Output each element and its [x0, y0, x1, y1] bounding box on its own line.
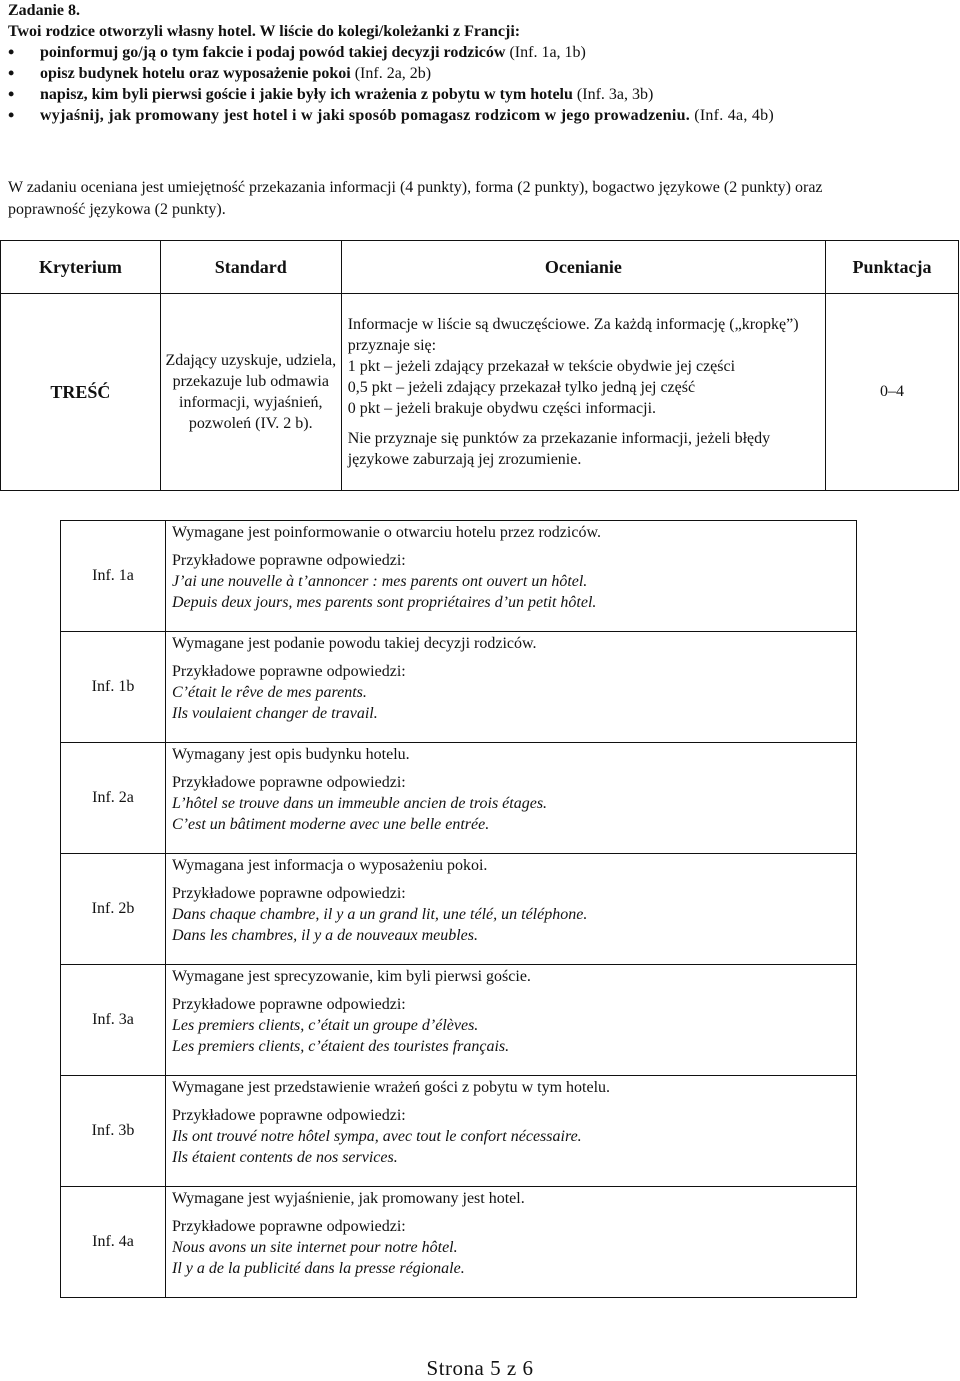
criteria-header-row — [1, 241, 959, 294]
info-row — [61, 854, 857, 965]
info-label: Inf. 1a — [61, 521, 166, 632]
examples-label: Przykładowe poprawne odpowiedzi: — [172, 552, 406, 569]
task-bullet: • wyjaśnij, jak promowany jest hotel i w jaki sposób pomagasz rodzicom w jego prowadzeniu. (Inf. 4a, 4b) — [8, 105, 774, 125]
task-header — [8, 0, 520, 42]
example-answer: Les premiers clients, c’était un groupe d’élèves. — [172, 1017, 479, 1034]
criterion-name: TREŚĆ — [1, 294, 161, 491]
example-answer: Dans les chambres, il y a de nouveaux meubles. — [172, 927, 478, 944]
header-punktacja: Punktacja — [826, 241, 959, 294]
scoring-note: Nie przyznaje się punktów za przekazanie informacji, jeżeli błędy językowe zaburzają jej zrozumienie. — [347, 430, 771, 468]
criterion-standard: Zdający uzyskuje, udziela, przekazuje lub odmawia informacji, wyjaśnień, pozwoleń (IV. 2 b). — [160, 294, 341, 491]
examples-label: Przykładowe poprawne odpowiedzi: — [172, 1218, 406, 1235]
info-table — [60, 520, 857, 1298]
criteria-row — [1, 294, 959, 491]
info-requirement: Wymagane jest przedstawienie wrażeń gości z pobytu w tym hotelu. — [172, 1079, 611, 1096]
info-content — [166, 1076, 857, 1187]
task-bullet: • opisz budynek hotelu oraz wyposażenie pokoi (Inf. 2a, 2b) — [8, 63, 432, 83]
info-label: Inf. 3a — [61, 965, 166, 1076]
info-row — [61, 1076, 857, 1187]
examples-label: Przykładowe poprawne odpowiedzi: — [172, 1107, 406, 1124]
info-label: Inf. 3b — [61, 1076, 166, 1187]
info-content — [166, 632, 857, 743]
bullet-icon: • — [8, 42, 15, 62]
header-kryterium: Kryterium — [1, 241, 161, 294]
info-requirement: Wymagane jest poinformowanie o otwarciu hotelu przez rodziców. — [172, 524, 601, 541]
task-bullet: • poinformuj go/ją o tym fakcie i podaj powód takiej decyzji rodziców (Inf. 1a, 1b) — [8, 42, 586, 62]
info-label: Inf. 4a — [61, 1187, 166, 1298]
example-answer: Les premiers clients, c’étaient des touristes français. — [172, 1038, 510, 1055]
example-answer: Ils ont trouvé notre hôtel sympa, avec tout le confort nécessaire. — [172, 1128, 582, 1145]
header-ocenianie: Ocenianie — [341, 241, 825, 294]
criterion-points: 0–4 — [826, 294, 959, 491]
task-intro: Twoi rodzice otworzyli własny hotel. W liście do kolegi/koleżanki z Francji: — [8, 23, 521, 40]
info-row — [61, 1187, 857, 1298]
page-number: Strona 5 z 6 — [426, 1356, 534, 1380]
example-answer: C’était le rêve de mes parents. — [172, 684, 367, 701]
bullet-icon: • — [8, 105, 15, 125]
info-row — [61, 521, 857, 632]
criterion-scoring: Informacje w liście są dwuczęściowe. Za każdą informację („kropkę”) przyznaje się: 1 pkt – jeżeli zdający przekazał w tekście obydwie jej części 0,5 pkt – jeżeli zdający przekazał tylko jedną jej część 0 pkt – jeżeli brakuje obydwu części informacji. Nie przyznaje się punktów za przekazanie informacji, jeżeli błędy językowe zaburzają jej zrozumienie. — [341, 294, 825, 491]
example-answer: J’ai une nouvelle à t’annoncer : mes parents ont ouvert un hôtel. — [172, 573, 588, 590]
example-answer: Ils étaient contents de nos services. — [172, 1149, 398, 1166]
info-label: Inf. 2a — [61, 743, 166, 854]
info-row — [61, 965, 857, 1076]
example-answer: L’hôtel se trouve dans un immeuble ancien de trois étages. — [172, 795, 548, 812]
task-title: Zadanie 8. — [8, 2, 81, 19]
example-answer: Nous avons un site internet pour notre hôtel. — [172, 1239, 458, 1256]
task-bullet: • napisz, kim byli pierwsi goście i jakie były ich wrażenia z pobytu w tym hotelu (Inf. 3a, 3b) — [8, 84, 654, 104]
info-requirement: Wymagane jest podanie powodu takiej decyzji rodziców. — [172, 635, 537, 652]
example-answer: Il y a de la publicité dans la presse régionale. — [172, 1260, 465, 1277]
task-bullet-list — [0, 42, 950, 126]
example-answer: Dans chaque chambre, il y a un grand lit, une télé, un téléphone. — [172, 906, 588, 923]
examples-label: Przykładowe poprawne odpowiedzi: — [172, 663, 406, 680]
criteria-table — [0, 240, 959, 491]
info-requirement: Wymagana jest informacja o wyposażeniu pokoi. — [172, 857, 488, 874]
info-content — [166, 965, 857, 1076]
bullet-icon: • — [8, 84, 15, 104]
info-label: Inf. 1b — [61, 632, 166, 743]
info-requirement: Wymagane jest wyjaśnienie, jak promowany jest hotel. — [172, 1190, 525, 1207]
info-content — [166, 521, 857, 632]
info-row — [61, 632, 857, 743]
info-content — [166, 854, 857, 965]
info-row — [61, 743, 857, 854]
assessment-description: W zadaniu oceniana jest umiejętność przekazania informacji (4 punkty), forma (2 punkty), bogactwo językowe (2 punkty) oraz poprawność językowa (2 punkty). — [8, 179, 823, 218]
info-requirement: Wymagane jest sprecyzowanie, kim byli pierwsi goście. — [172, 968, 531, 985]
info-content — [166, 1187, 857, 1298]
example-answer: Ils voulaient changer de travail. — [172, 705, 378, 722]
info-requirement: Wymagany jest opis budynku hotelu. — [172, 746, 410, 763]
examples-label: Przykładowe poprawne odpowiedzi: — [172, 774, 406, 791]
info-content — [166, 743, 857, 854]
examples-label: Przykładowe poprawne odpowiedzi: — [172, 996, 406, 1013]
examples-label: Przykładowe poprawne odpowiedzi: — [172, 885, 406, 902]
bullet-icon: • — [8, 63, 15, 83]
info-label: Inf. 2b — [61, 854, 166, 965]
example-answer: C’est un bâtiment moderne avec une belle entrée. — [172, 816, 490, 833]
example-answer: Depuis deux jours, mes parents sont propriétaires d’un petit hôtel. — [172, 594, 597, 611]
header-standard: Standard — [160, 241, 341, 294]
